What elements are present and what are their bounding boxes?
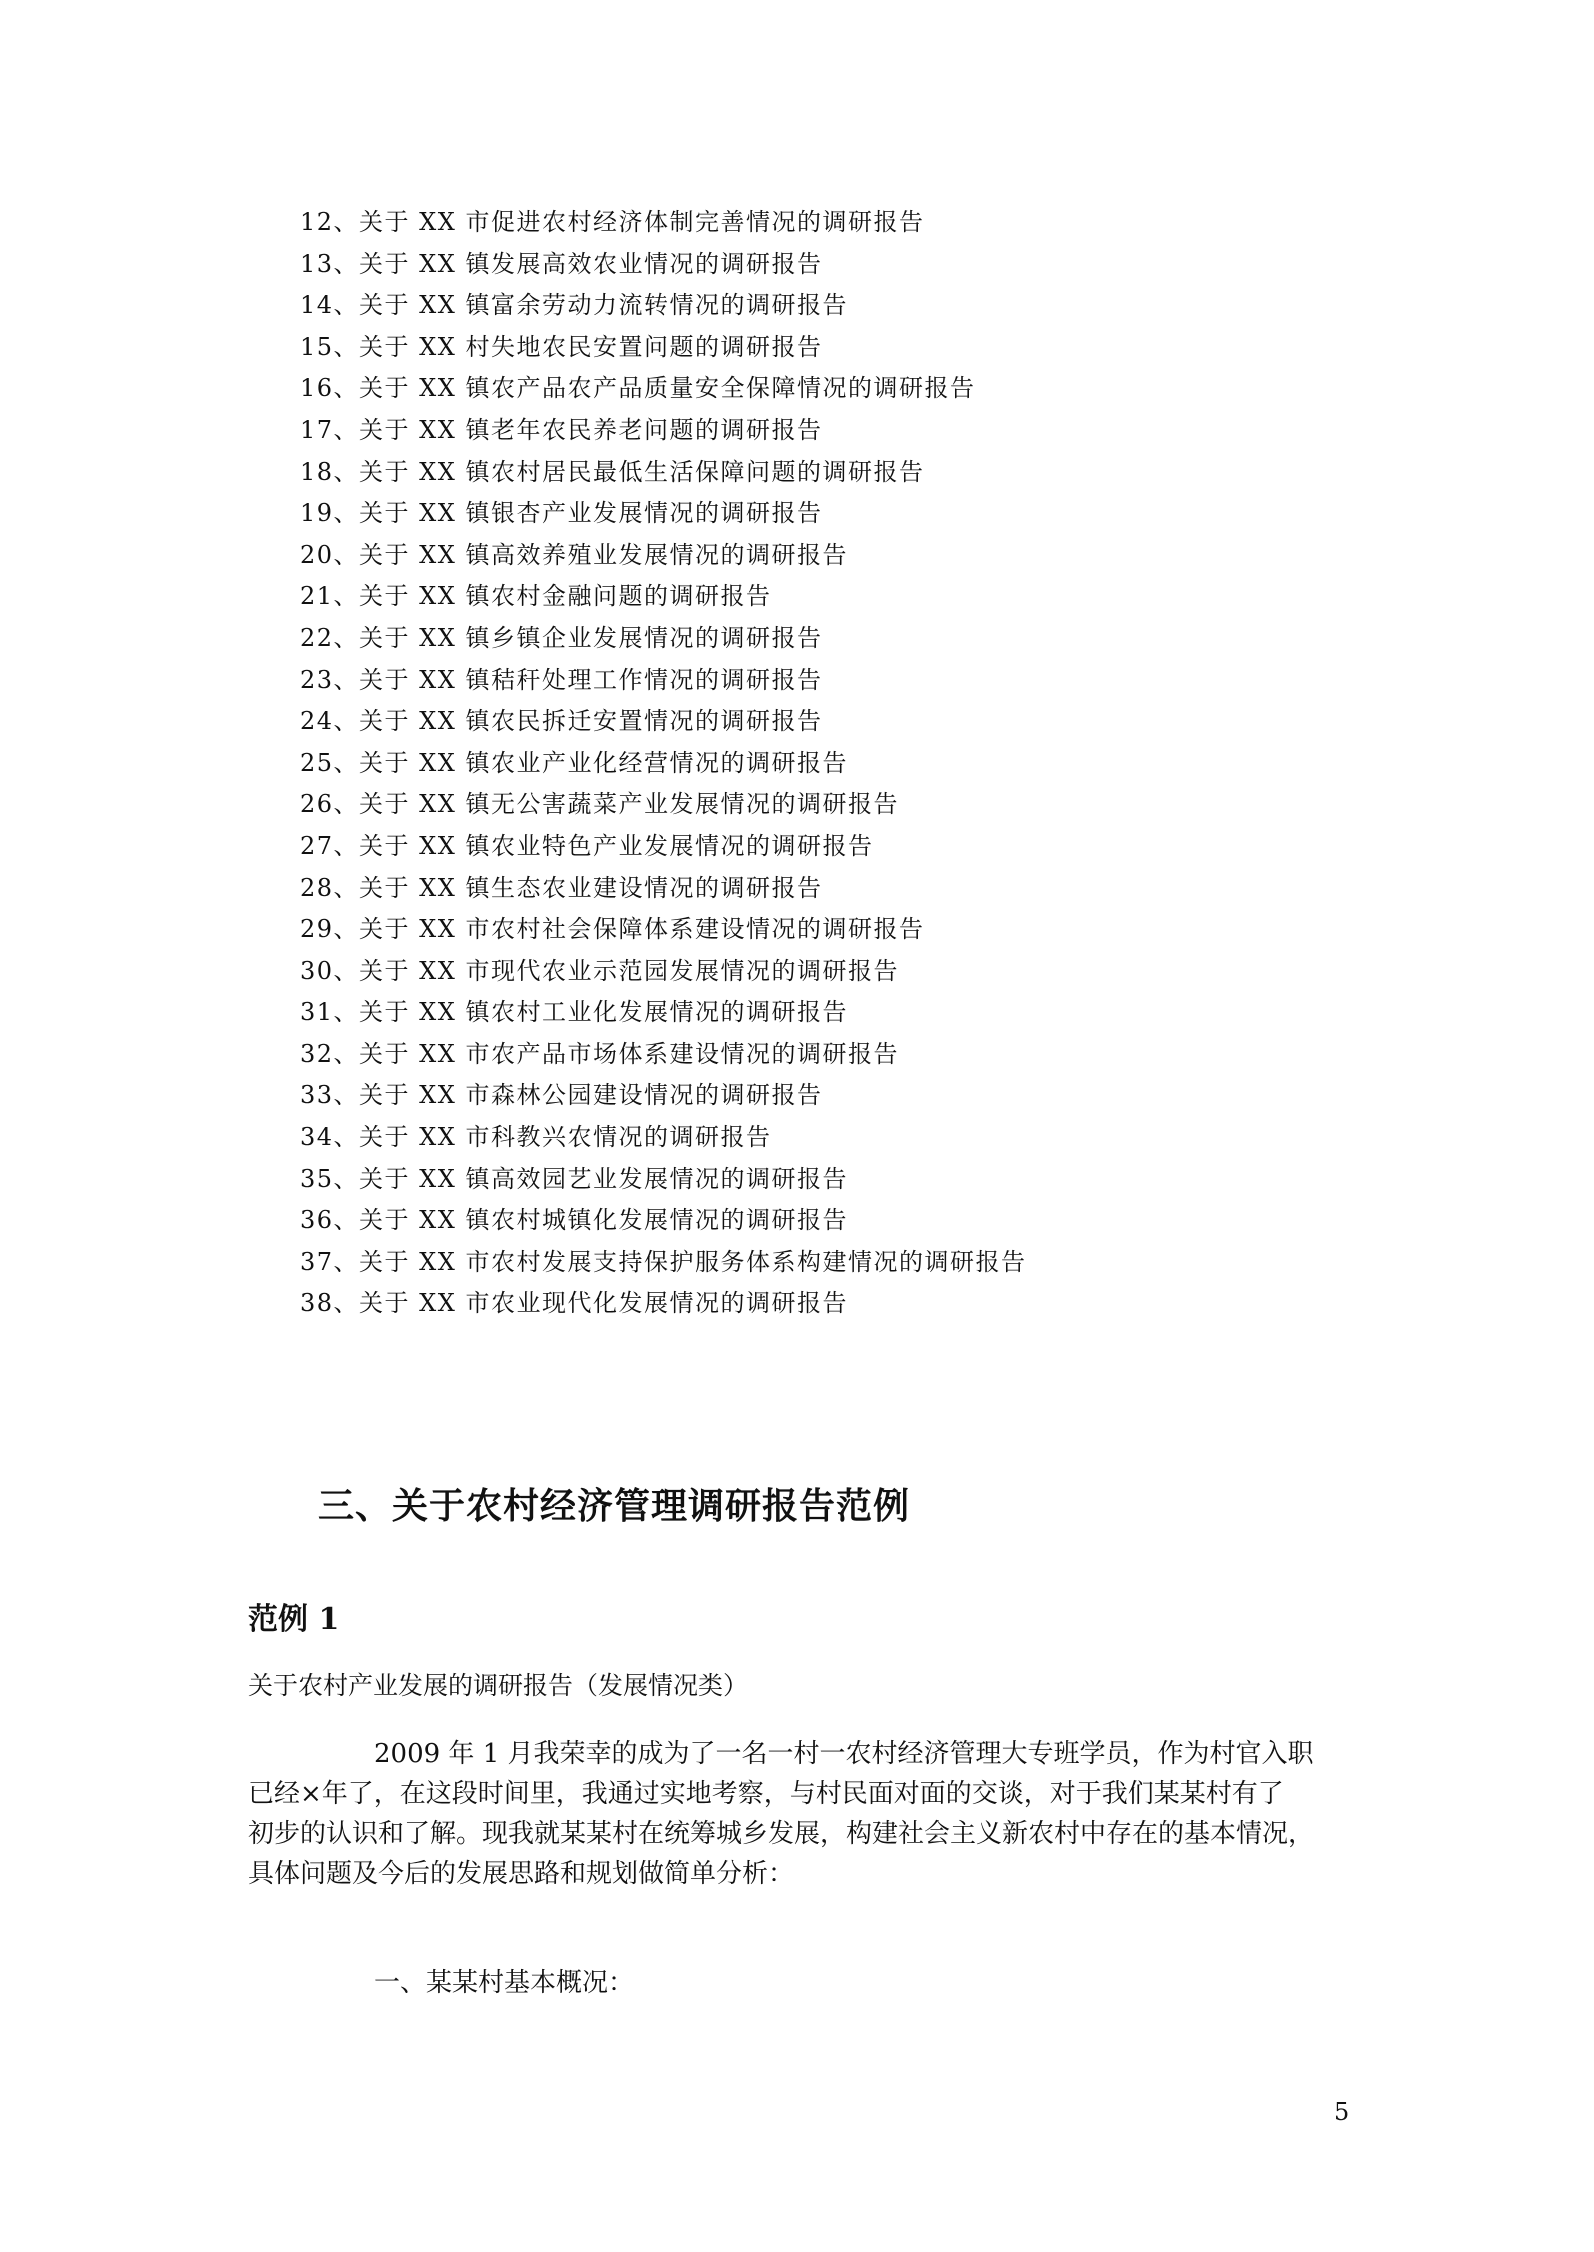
report-list-item: 15、关于 XX 村失地农民安置问题的调研报告 [300, 332, 823, 361]
report-list-item: 14、关于 XX 镇富余劳动力流转情况的调研报告 [300, 291, 848, 320]
report-list [300, 202, 1400, 1325]
report-list-item: 23、关于 XX 镇秸秆处理工作情况的调研报告 [300, 665, 823, 694]
report-list-item: 37、关于 XX 市农村发展支持保护服务体系构建情况的调研报告 [300, 1247, 1027, 1276]
page-number: 5 [1334, 2098, 1350, 2126]
body-line: 具体问题及今后的发展思路和规划做简单分析： [248, 1859, 795, 1889]
report-list-item: 21、关于 XX 镇农村金融问题的调研报告 [300, 582, 772, 611]
report-list-item: 34、关于 XX 市科教兴农情况的调研报告 [300, 1123, 772, 1152]
report-list-item: 30、关于 XX 市现代农业示范园发展情况的调研报告 [300, 956, 899, 985]
report-list-item: 26、关于 XX 镇无公害蔬菜产业发展情况的调研报告 [300, 790, 899, 819]
report-list-item: 19、关于 XX 镇银杏产业发展情况的调研报告 [300, 499, 823, 528]
report-list-item: 17、关于 XX 镇老年农民养老问题的调研报告 [300, 415, 823, 444]
report-list-item: 16、关于 XX 镇农产品农产品质量安全保障情况的调研报告 [300, 374, 976, 403]
report-list-item: 36、关于 XX 镇农村城镇化发展情况的调研报告 [300, 1206, 848, 1235]
section-heading: 三、关于农村经济管理调研报告范例 [318, 1485, 911, 1527]
example-title: 关于农村产业发展的调研报告（发展情况类） [248, 1671, 749, 1700]
body-line: 2009 年 1 月我荣幸的成为了一名一村一农村经济管理大专班学员，作为村官入职 [374, 1739, 1314, 1769]
report-list-item: 29、关于 XX 市农村社会保障体系建设情况的调研报告 [300, 915, 925, 944]
report-list-item: 20、关于 XX 镇高效养殖业发展情况的调研报告 [300, 540, 848, 569]
report-list-item: 27、关于 XX 镇农业特色产业发展情况的调研报告 [300, 831, 874, 860]
report-list-item: 31、关于 XX 镇农村工业化发展情况的调研报告 [300, 998, 848, 1027]
report-list-item: 24、关于 XX 镇农民拆迁安置情况的调研报告 [300, 707, 823, 736]
body-line: 已经×年了，在这段时间里，我通过实地考察，与村民面对面的交谈，对于我们某某村有了 [248, 1779, 1284, 1809]
body-line: 初步的认识和了解。现我就某某村在统筹城乡发展，构建社会主义新农村中存在的基本情况， [248, 1819, 1315, 1849]
report-list-item: 32、关于 XX 市农产品市场体系建设情况的调研报告 [300, 1039, 899, 1068]
report-list-item: 13、关于 XX 镇发展高效农业情况的调研报告 [300, 249, 823, 278]
report-list-item: 38、关于 XX 市农业现代化发展情况的调研报告 [300, 1289, 848, 1318]
report-list-item: 33、关于 XX 市森林公园建设情况的调研报告 [300, 1081, 823, 1110]
report-list-item: 35、关于 XX 镇高效园艺业发展情况的调研报告 [300, 1164, 848, 1193]
subsection-heading: 一、某某村基本概况： [374, 1968, 635, 1998]
report-list-item: 18、关于 XX 镇农村居民最低生活保障问题的调研报告 [300, 457, 925, 486]
example-heading: 范例 1 [248, 1602, 340, 1637]
report-list-item: 25、关于 XX 镇农业产业化经营情况的调研报告 [300, 748, 848, 777]
report-list-item: 12、关于 XX 市促进农村经济体制完善情况的调研报告 [300, 208, 925, 236]
report-list-item: 28、关于 XX 镇生态农业建设情况的调研报告 [300, 873, 823, 902]
body-paragraph [248, 1734, 1358, 1894]
report-list-item: 22、关于 XX 镇乡镇企业发展情况的调研报告 [300, 623, 823, 652]
